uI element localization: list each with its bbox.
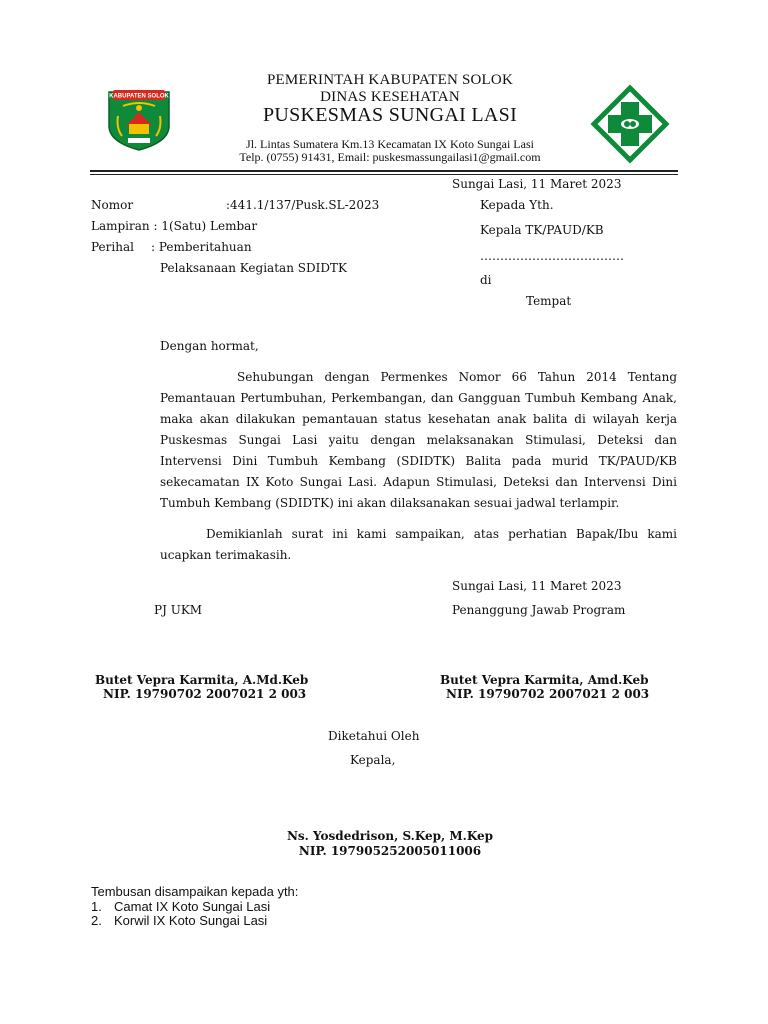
- header-divider-thin: [90, 174, 678, 175]
- nomor-label: Nomor: [91, 198, 134, 212]
- right-signer-name: Butet Vepra Karmita, Amd.Keb: [440, 673, 649, 687]
- right-signer-nip: NIP. 19790702 2007021 2 003: [446, 687, 650, 701]
- body-paragraph-1: Sehubungan dengan Permenkes Nomor 66 Tahun 2014 Tentang Pemantauan Pertumbuhan, Perkembangan, dan Gangguan Tumbuh Kembang Anak, maka akan dilakukan pemantauan status kesehatan anak balita di wilayah kerja Puskesmas Sungai Lasi yaitu dengan melaksanakan Stimulasi, Deteksi dan Intervensi Dini Tumbuh Kembang (SDIDTK) Balita pada murid TK/PAUD/KB sekecamatan IX Koto Sungai Lasi. Adapun Stimulasi, Deteksi dan Intervensi Dini Tumbuh Kembang (SDIDTK) ini akan dilaksanakan sesuai jadwal terlampir.: [160, 370, 677, 510]
- body-paragraph-2: Demikianlah surat ini kami sampaikan, atas perhatian Bapak/Ibu kami ucapkan terimakasih.: [160, 527, 677, 562]
- cc-item-num: 2.: [91, 913, 102, 928]
- nomor-value: :441.1/137/Pusk.SL-2023: [226, 198, 380, 212]
- cc-item: Korwil IX Koto Sungai Lasi: [114, 913, 268, 928]
- recipient-name: Kepala TK/PAUD/KB: [480, 223, 604, 237]
- header-address: Jl. Lintas Sumatera Km.13 Kecamatan IX Koto Sungai Lasi: [246, 137, 534, 151]
- known-by: Diketahui Oleh: [328, 729, 420, 743]
- head-name: Ns. Yosdedrison, S.Kep, M.Kep: [286, 829, 494, 843]
- header-department: DINAS KESEHATAN: [320, 89, 460, 105]
- header-institution: PUSKESMAS SUNGAI LASI: [262, 104, 518, 126]
- recipient-place: Tempat: [526, 294, 572, 308]
- left-signer-nip: NIP. 19790702 2007021 2 003: [103, 687, 307, 701]
- perihal-value-2: Pelaksanaan Kegiatan SDIDTK: [160, 261, 347, 275]
- right-role: Penanggung Jawab Program: [452, 603, 626, 617]
- kabupaten-solok-logo: [106, 86, 172, 152]
- cc-title: Tembusan disampaikan kepada yth:: [91, 884, 299, 899]
- date-top: Sungai Lasi, 11 Maret 2023: [452, 177, 622, 191]
- crest-icon: [106, 86, 172, 152]
- header-contact: Telp. (0755) 91431, Email: puskesmassungailasi1@gmail.com: [239, 150, 541, 164]
- lampiran: Lampiran : 1(Satu) Lembar: [91, 219, 258, 233]
- cc-item-num: 1.: [91, 899, 102, 914]
- greeting: Dengan hormat,: [160, 339, 259, 353]
- recipient-dots: ………………………………: [480, 249, 624, 263]
- head-nip: NIP. 197905252005011006: [298, 844, 482, 858]
- recipient-di: di: [480, 273, 492, 287]
- recipient-to: Kepada Yth.: [480, 198, 554, 212]
- head-title: Kepala,: [350, 753, 396, 767]
- signature-date: Sungai Lasi, 11 Maret 2023: [452, 579, 622, 593]
- header-divider-thick: [90, 170, 678, 172]
- left-role: PJ UKM: [154, 603, 203, 617]
- left-signer-name: Butet Vepra Karmita, A.Md.Keb: [95, 673, 309, 687]
- cc-item: Camat IX Koto Sungai Lasi: [114, 899, 271, 914]
- perihal-value: : Pemberitahuan: [151, 240, 252, 254]
- perihal-label: Perihal: [91, 240, 134, 254]
- svg-text:KABUPATEN SOLOK: KABUPATEN SOLOK: [109, 93, 169, 100]
- header-government: PEMERINTAH KABUPATEN SOLOK: [267, 72, 513, 88]
